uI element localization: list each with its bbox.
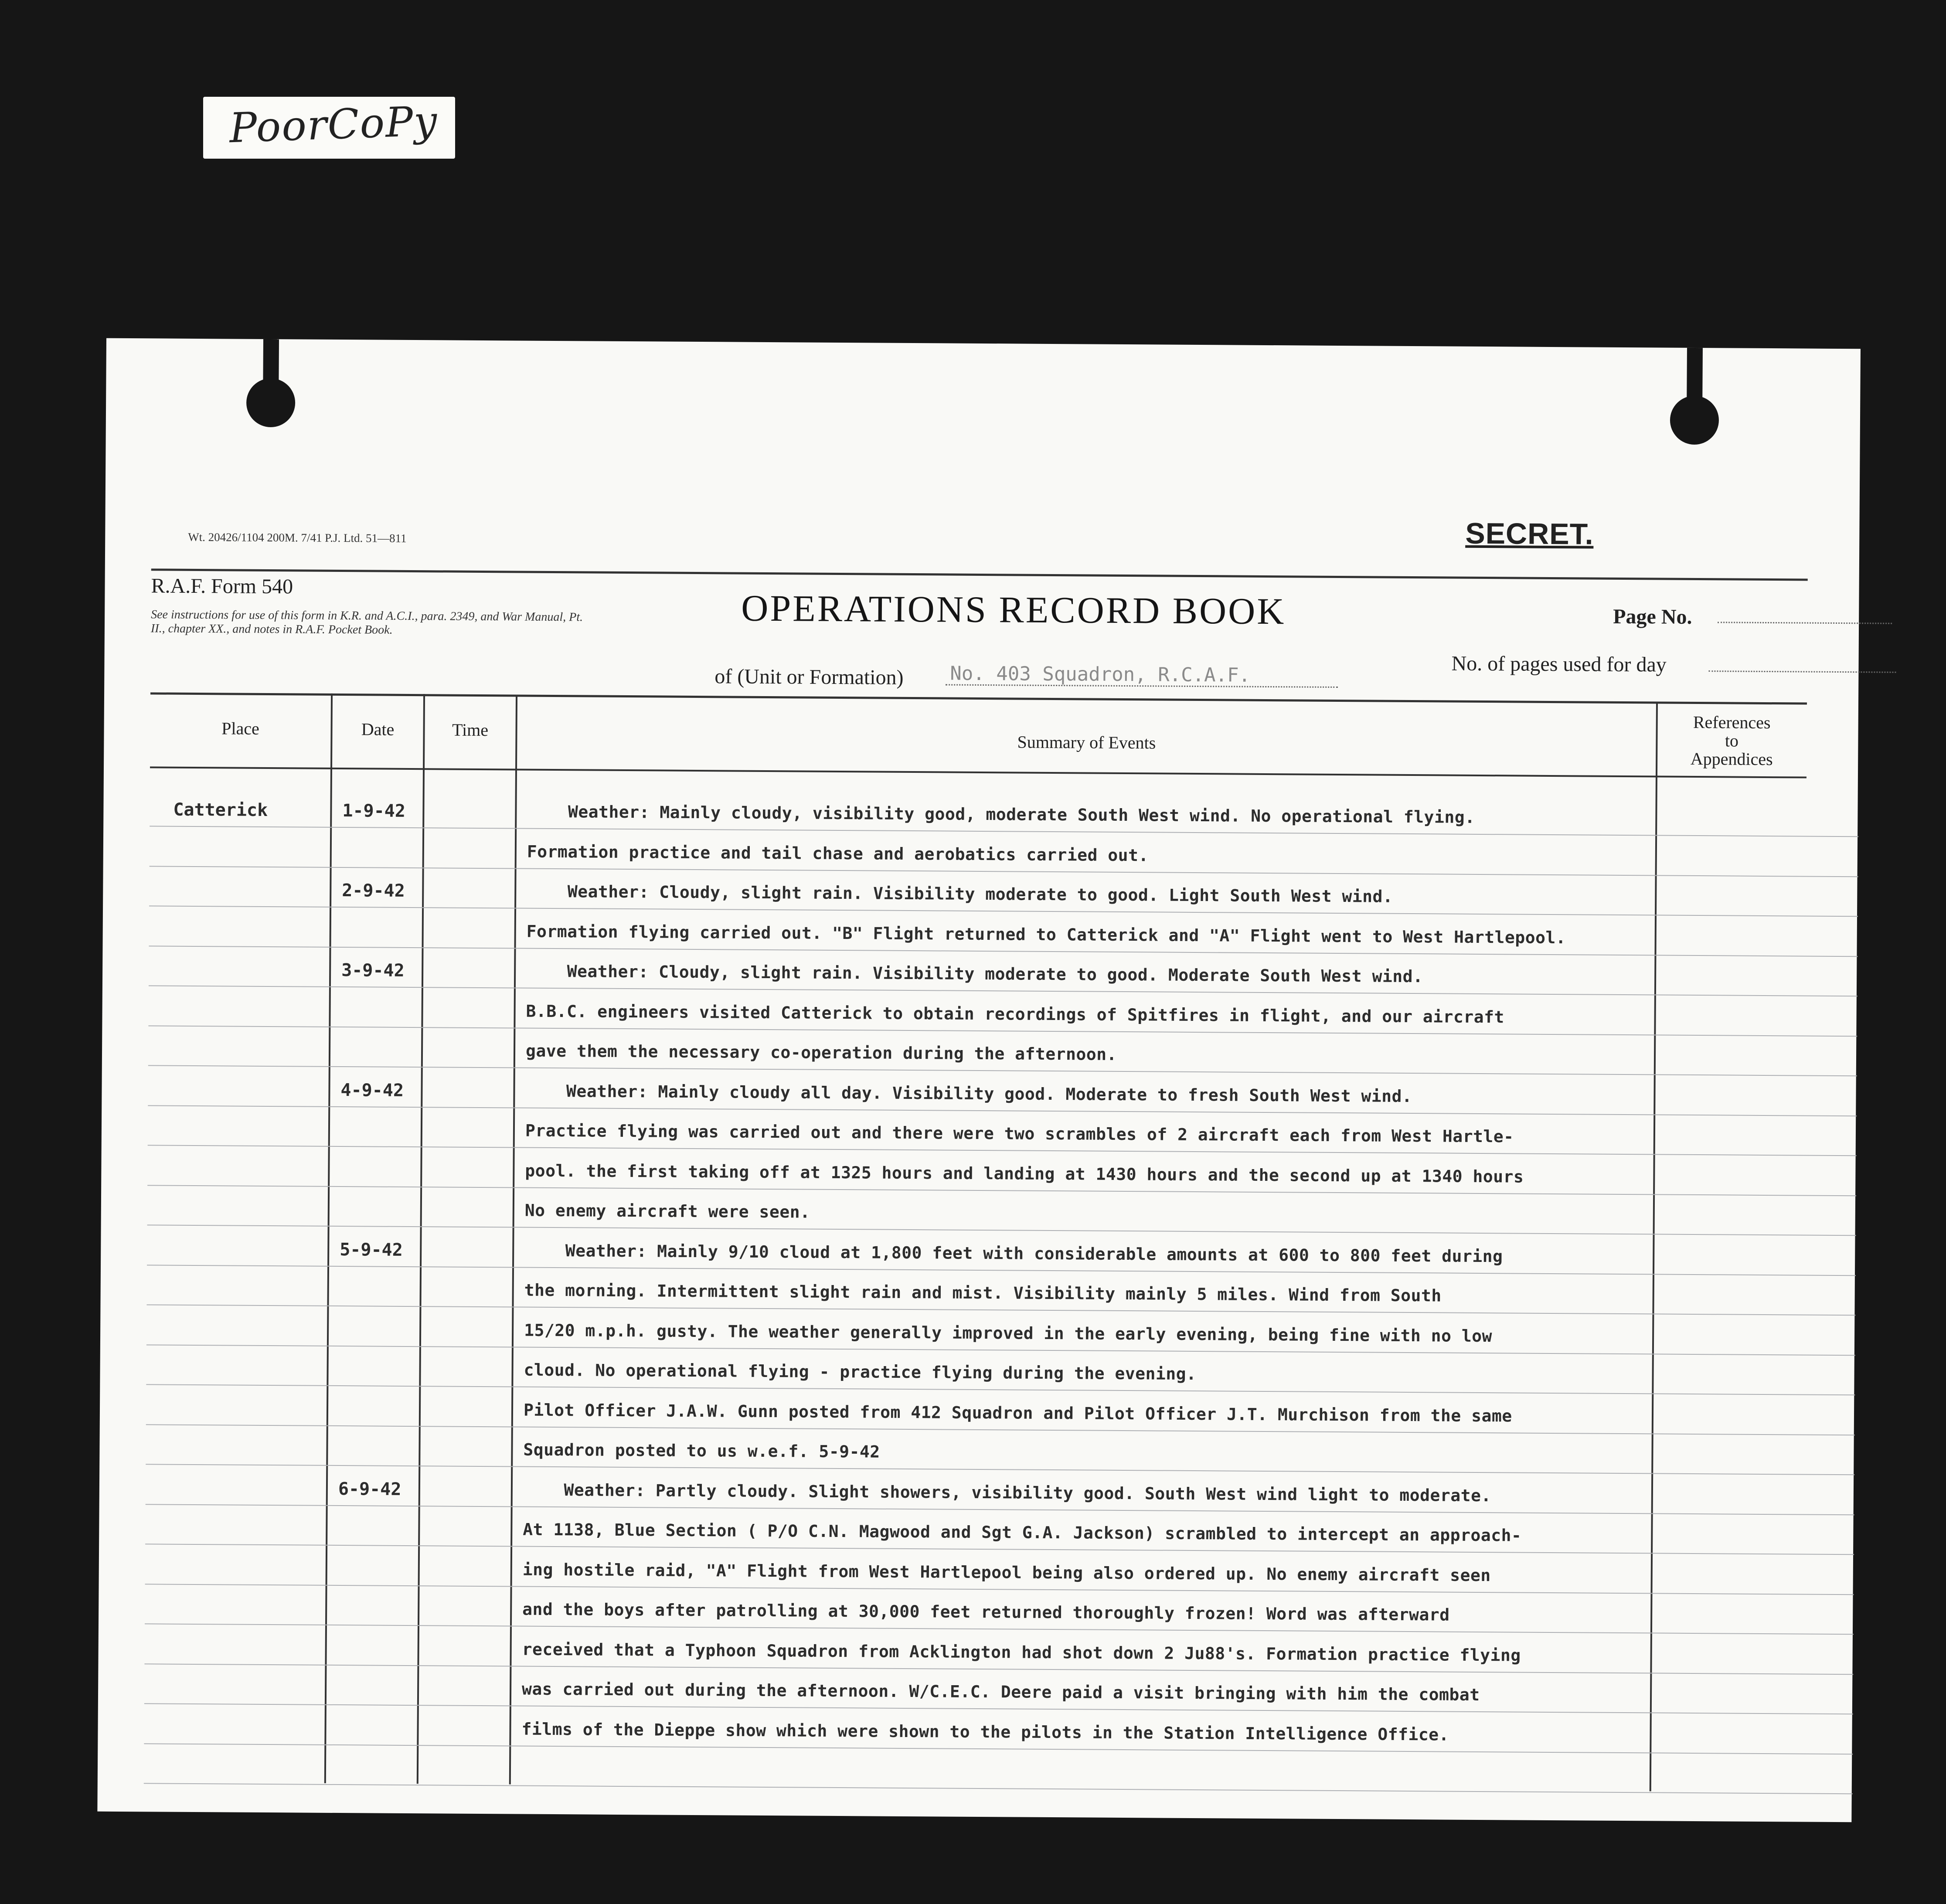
header-date: Date: [361, 719, 395, 739]
header-references-line3: Appendices: [1690, 748, 1773, 769]
entry-date: 5-9-42: [340, 1239, 403, 1260]
ruled-line: [147, 1185, 1856, 1196]
summary-line: gave them the necessary co-operation during the afternoon.: [525, 1041, 1117, 1064]
summary-line: ing hostile raid, "A" Flight from West Hartlepool being also ordered up. No enemy aircraft seen: [522, 1560, 1491, 1585]
ruled-line: [144, 1703, 1853, 1714]
header-references-line1: References: [1693, 712, 1771, 733]
page-title: OPERATIONS RECORD BOOK: [741, 587, 1286, 632]
poor-copy-label: [203, 97, 455, 159]
summary-line: Weather: Cloudy, slight rain. Visibility moderate to good. Light South West wind.: [527, 881, 1393, 906]
ruled-line: [145, 1544, 1854, 1555]
header-references-line2: to: [1725, 731, 1739, 751]
col-divider-time: [509, 694, 517, 1784]
ruled-line: [146, 1504, 1854, 1515]
form-number: R.A.F. Form 540: [151, 574, 293, 598]
ruled-line: [144, 1783, 1853, 1794]
ruled-line: [148, 1065, 1857, 1076]
ruled-line: [150, 866, 1858, 877]
entry-date: 2-9-42: [342, 881, 405, 901]
summary-line: Weather: Mainly cloudy, visibility good, moderate South West wind. No operational flying.: [527, 802, 1475, 827]
pages-used-dotted-line: [1708, 670, 1896, 673]
summary-line: Formation flying carried out. "B" Flight returned to Catterick and "A" Flight went to West Hartlepool.: [526, 921, 1566, 947]
ruled-line: [148, 1145, 1857, 1156]
summary-line: was carried out during the afternoon. W/C.E.C. Deere paid a visit bringing with him the combat: [521, 1679, 1480, 1705]
header-time: Time: [452, 720, 489, 740]
ruled-line: [147, 1224, 1856, 1236]
ruled-line: [149, 985, 1858, 996]
unit-value: No. 403 Squadron, R.C.A.F.: [950, 662, 1251, 687]
ruled-line: [149, 905, 1858, 917]
poor-copy-text: PoorCoPy: [228, 97, 439, 153]
ruled-line: [147, 1265, 1856, 1276]
summary-line: At 1138, Blue Section ( P/O C.N. Magwood and Sgt G.A. Jackson) scrambled to intercept an approach-: [523, 1520, 1522, 1545]
ruled-line: [146, 1384, 1855, 1395]
entry-date: 3-9-42: [341, 960, 405, 981]
ruled-line: [146, 1304, 1855, 1316]
col-divider-summary: [1650, 701, 1658, 1791]
summary-line: Practice flying was carried out and there were two scrambles of 2 aircraft each from West Hartle-: [525, 1121, 1514, 1146]
table-header-rule: [150, 766, 1807, 778]
summary-line: cloud. No operational flying - practice flying during the evening.: [524, 1360, 1197, 1384]
summary-line: 15/20 m.p.h. gusty. The weather generally improved in the early evening, being fine with no low: [524, 1320, 1493, 1346]
summary-line: Pilot Officer J.A.W. Gunn posted from 412 Squadron and Pilot Officer J.T. Murchison from the same: [523, 1400, 1512, 1425]
ruled-lines: [106, 338, 1861, 349]
ruled-line: [149, 945, 1858, 957]
ruled-line: [150, 826, 1858, 837]
page-number-dotted-line: [1718, 622, 1892, 624]
summary-line: Weather: Partly cloudy. Slight showers, visibility good. South West wind light to moderate.: [523, 1480, 1491, 1505]
entry-date: 6-9-42: [338, 1479, 401, 1499]
table-top-rule: [150, 692, 1807, 704]
summary-line: Weather: Cloudy, slight rain. Visibility moderate to good. Moderate South West wind.: [526, 961, 1423, 986]
secret-stamp: SECRET.: [1465, 517, 1594, 551]
header-place: Place: [221, 718, 260, 738]
ruled-line: [148, 1105, 1857, 1116]
ruled-line: [145, 1623, 1854, 1635]
top-rule: [151, 568, 1808, 581]
summary-line: films of the Dieppe show which were shown to the pilots in the Station Intelligence Office.: [521, 1719, 1449, 1744]
header-summary: Summary of Events: [1017, 732, 1156, 753]
summary-line: Weather: Mainly 9/10 cloud at 1,800 feet with considerable amounts at 600 to 800 feet during: [524, 1241, 1503, 1266]
summary-line: received that a Typhoon Squadron from Acklington had shot down 2 Ju88's. Formation practice flying: [522, 1639, 1521, 1665]
print-reference: Wt. 20426/1104 200M. 7/41 P.J. Ltd. 51—811: [188, 530, 407, 545]
ruled-line: [146, 1344, 1855, 1356]
summary-line: Squadron posted to us w.e.f. 5-9-42: [523, 1440, 880, 1462]
col-divider-place: [324, 694, 333, 1783]
page-number-label: Page No.: [1613, 605, 1692, 629]
ruled-line: [144, 1743, 1853, 1754]
place-value: Catterick: [173, 799, 268, 820]
ruled-line: [148, 1025, 1857, 1037]
summary-line: and the boys after patrolling at 30,000 feet returned thoroughly frozen! Word was afterward: [522, 1599, 1450, 1625]
punch-slot-left: [263, 339, 279, 387]
form-instructions: See instructions for use of this form in K.R. and A.C.I., para. 2349, and War Manual, Pt. II., chapter XX., and notes in R.A.F. Pocket Book.: [150, 608, 583, 637]
summary-line: No enemy aircraft were seen.: [524, 1200, 810, 1222]
ruled-line: [146, 1424, 1855, 1435]
col-divider-date: [417, 694, 425, 1784]
entry-date: 1-9-42: [342, 801, 406, 821]
unit-label: of (Unit or Formation): [714, 665, 904, 689]
ruled-line: [144, 1663, 1853, 1675]
punch-slot-right: [1687, 348, 1703, 405]
pages-used-label: No. of pages used for day: [1451, 652, 1667, 677]
summary-line: Weather: Mainly cloudy all day. Visibility good. Moderate to fresh South West wind.: [525, 1081, 1412, 1106]
summary-line: Formation practice and tail chase and aerobatics carried out.: [527, 842, 1149, 865]
form-page: [97, 338, 1861, 1822]
ruled-line: [146, 1464, 1854, 1475]
summary-line: B.B.C. engineers visited Catterick to obtain recordings of Spitfires in flight, and our aircraft: [526, 1001, 1505, 1027]
summary-line: pool. the first taking off at 1325 hours and landing at 1430 hours and the second up at 1340 hours: [525, 1161, 1524, 1187]
header-references: [1657, 713, 1806, 768]
summary-line: the morning. Intermittent slight rain and mist. Visibility mainly 5 miles. Wind from South: [524, 1280, 1442, 1306]
ruled-line: [145, 1584, 1854, 1595]
entry-date: 4-9-42: [340, 1080, 404, 1101]
